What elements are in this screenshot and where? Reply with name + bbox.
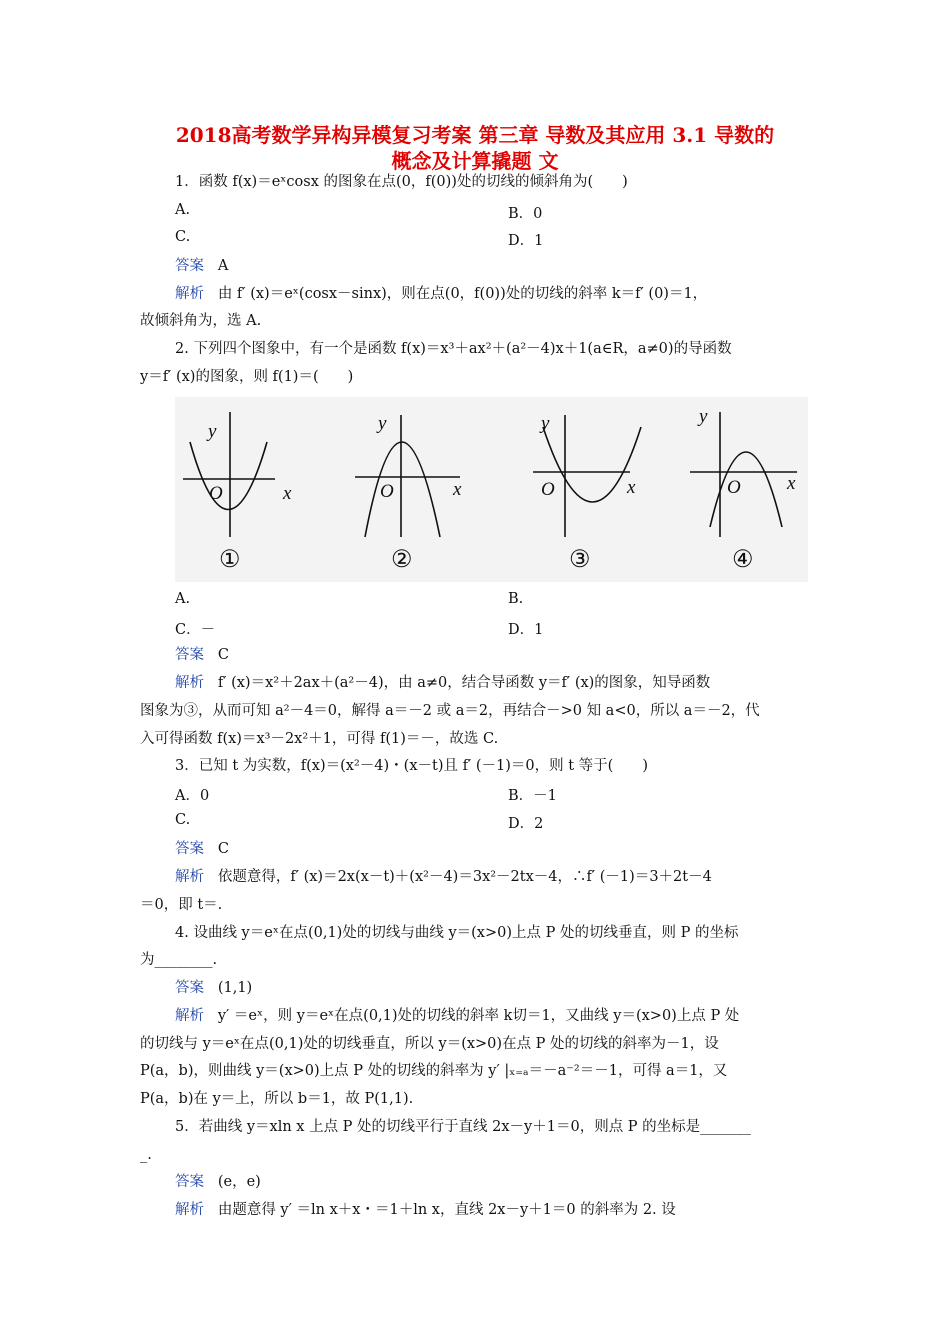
answer-label: 答案 (175, 841, 204, 857)
graph-1-origin-label: O (209, 483, 223, 504)
analysis-label: 解析 (175, 1202, 204, 1218)
q5-analysis (175, 1200, 845, 1220)
q2-option-a: A. (175, 591, 191, 607)
graph-3-caption: ③ (569, 547, 591, 573)
graph-2-x-label: x (453, 479, 462, 500)
answer-label: 答案 (175, 980, 204, 996)
q3-option-a: A．0 (175, 788, 210, 804)
q5-analysis-line-1: 由题意得 y′ ＝ln x＋x・＝1＋ln x，直线 2x－y＋1＝0 的斜率为 2. 设 (217, 1202, 676, 1218)
q4-answer (175, 978, 845, 998)
q1-answer-value: A (217, 258, 229, 274)
title-line-2: 概念及计算撬题 文 (391, 149, 559, 173)
graph-2-y-label: y (378, 413, 387, 434)
graphs-svg (175, 397, 808, 582)
answer-label: 答案 (175, 1174, 204, 1190)
q4-stem-line-2: 为________. (140, 952, 218, 968)
title-line-1: 2018高考数学异构异模复习考案 第三章 导数及其应用 3.1 导数的 (175, 123, 775, 147)
graph-4-x-label: x (787, 473, 796, 494)
q3-option-b: B．－1 (508, 788, 557, 804)
q2-analysis (175, 673, 845, 693)
graph-3-y-label: y (541, 413, 550, 434)
q1-analysis-line-2: 故倾斜角为，选 A. (140, 313, 262, 329)
q3-option-c: C. (175, 812, 191, 828)
q1-answer (175, 256, 845, 276)
analysis-label: 解析 (175, 869, 204, 885)
graph-3-x-label: x (627, 477, 636, 498)
q3-stem: 3．已知 t 为实数，f(x)＝(x²－4)・(x－t)且 f′ (－1)＝0，则 t 等于( ) (175, 758, 648, 774)
q5-answer-value: (e，e) (217, 1174, 261, 1190)
q3-analysis (175, 867, 845, 887)
graph-1-caption: ① (219, 547, 241, 573)
q5-answer (175, 1172, 845, 1192)
graph-2-origin-label: O (380, 481, 394, 502)
q2-option-c: C．－ (175, 622, 216, 638)
q1-stem: 1．函数 f(x)＝eˣcosx 的图象在点(0，f(0))处的切线的倾斜角为( ) (175, 174, 628, 190)
q1-option-d: D．1 (508, 233, 544, 249)
graph-4-caption: ④ (732, 547, 754, 573)
q2-stem-line-2: y＝f′ (x)的图象，则 f(1)＝( ) (140, 369, 354, 385)
q1-analysis (175, 284, 845, 304)
q2-analysis-line-2: 图象为③，从而可知 a²－4＝0，解得 a＝－2 或 a＝2，再结合－>0 知 a<0，所以 a＝－2，代 (140, 703, 760, 719)
q4-analysis-line-4: P(a，b)在 y＝上，所以 b＝1，故 P(1,1). (140, 1091, 414, 1107)
graph-1 (183, 412, 292, 573)
q5-stem-line-1: 5．若曲线 y＝xln x 上点 P 处的切线平行于直线 2x－y＋1＝0，则点 P 的坐标是_______ (175, 1119, 751, 1135)
q4-analysis-line-3: P(a，b)，则曲线 y＝(x>0)上点 P 处的切线的斜率为 y′ |ₓ₌ₐ＝－a⁻²＝－1，可得 a＝1，又 (140, 1063, 728, 1079)
q4-analysis-line-1: y′ ＝eˣ，则 y＝eˣ在点(0,1)处的切线的斜率 k切＝1，又曲线 y＝(x>0)上点 P 处 (217, 1008, 740, 1024)
graph-2-curve (365, 442, 440, 537)
graph-4 (690, 406, 797, 573)
q3-analysis-line-2: ＝0，即 t＝. (140, 897, 223, 913)
q4-analysis (175, 1006, 845, 1026)
answer-label: 答案 (175, 258, 204, 274)
q2-answer (175, 645, 845, 665)
graph-2 (355, 413, 462, 573)
derivative-graphs-figure (175, 397, 808, 582)
graph-4-origin-label: O (727, 477, 741, 498)
graph-1-y-label: y (208, 421, 217, 442)
q4-analysis-line-2: 的切线与 y＝eˣ在点(0,1)处的切线垂直，所以 y＝(x>0)在点 P 处的切线的斜率为－1，设 (140, 1036, 719, 1052)
graph-3 (533, 413, 641, 573)
q5-stem-line-2: _. (140, 1147, 152, 1163)
q1-option-b: B．0 (508, 206, 543, 222)
q1-option-c: C. (175, 229, 191, 245)
graph-2-caption: ② (391, 547, 413, 573)
q3-option-d: D．2 (508, 816, 544, 832)
q3-answer (175, 839, 845, 859)
q4-stem-line-1: 4. 设曲线 y＝eˣ在点(0,1)处的切线与曲线 y＝(x>0)上点 P 处的切线垂直，则 P 的坐标 (175, 925, 739, 941)
q4-answer-value: (1,1) (217, 980, 253, 996)
analysis-label: 解析 (175, 675, 204, 691)
q2-analysis-line-3: 入可得函数 f(x)＝x³－2x²＋1，可得 f(1)＝－，故选 C. (140, 731, 499, 747)
graph-1-x-label: x (283, 483, 292, 504)
q3-analysis-line-1: 依题意得，f′ (x)＝2x(x－t)＋(x²－4)＝3x²－2tx－4，∴f′ (－1)＝3＋2t－4 (217, 869, 712, 885)
q1-option-a: A. (175, 202, 191, 218)
document-title (120, 122, 830, 174)
analysis-label: 解析 (175, 1008, 204, 1024)
answer-label: 答案 (175, 647, 204, 663)
analysis-label: 解析 (175, 286, 204, 302)
q2-analysis-line-1: f′ (x)＝x²＋2ax＋(a²－4)，由 a≠0，结合导函数 y＝f′ (x)的图象，知导函数 (217, 675, 711, 691)
q3-answer-value: C (217, 841, 229, 857)
graph-4-y-label: y (699, 406, 708, 427)
graph-3-origin-label: O (541, 479, 555, 500)
q1-analysis-line-1: 由 f′ (x)＝eˣ(cosx－sinx)，则在点(0，f(0))处的切线的斜率 k＝f′ (0)＝1， (217, 286, 708, 302)
q2-answer-value: C (217, 647, 229, 663)
q2-stem-line-1: 2. 下列四个图象中，有一个是函数 f(x)＝x³＋ax²＋(a²－4)x＋1(a∈R，a≠0)的导函数 (175, 341, 732, 357)
graph-1-curve (190, 442, 267, 510)
q2-option-d: D．1 (508, 622, 544, 638)
q2-option-b: B. (508, 591, 524, 607)
